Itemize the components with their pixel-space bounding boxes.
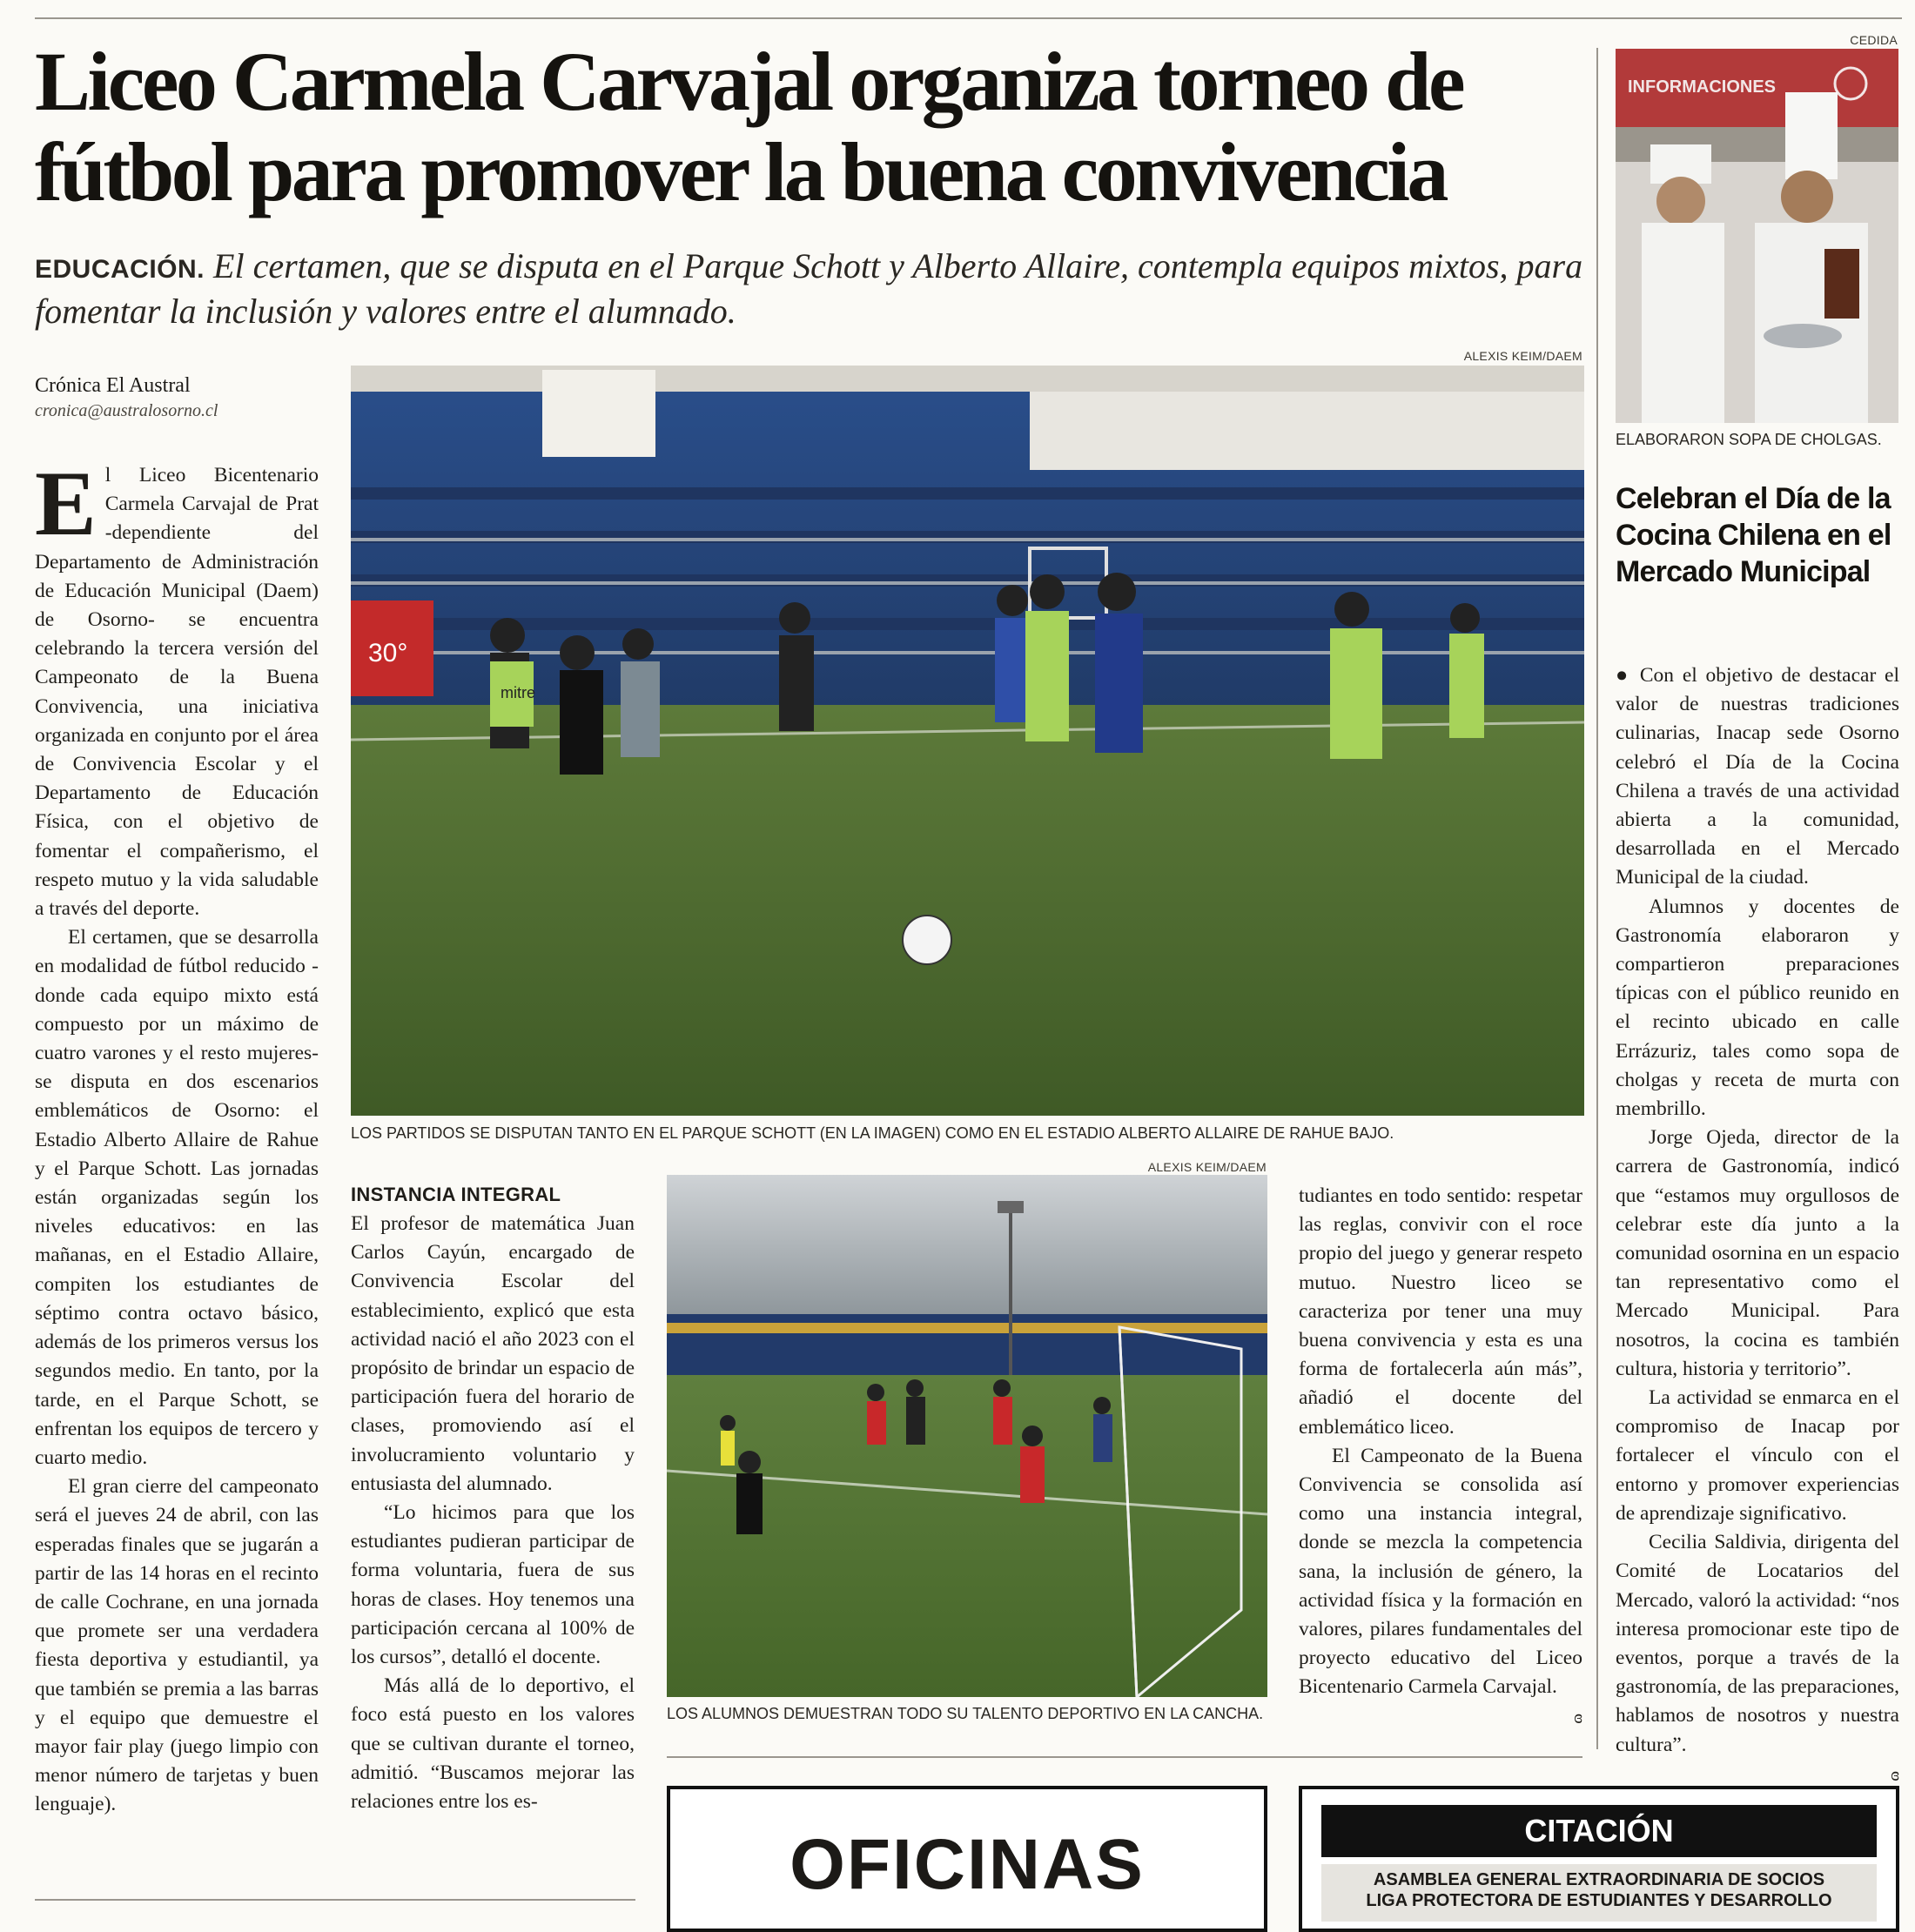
section-tag: EDUCACIÓN. xyxy=(35,255,205,284)
sidebar-paragraph-3: Jorge Ojeda, director de la carrera de Gastronomía, indicó que “estamos muy orgullosos de celebrar este día junto a la comunidad osornina en un espacio tan representativo como el Mercado Municipal. Para nosotros, la cocina es también cultura, historia y territorio”. xyxy=(1616,1126,1899,1380)
article-paragraph-6: Más allá de lo deportivo, el foco está puesto en los valores que se cultivan durante el torneo, admitió. “Buscamos mejorar las relaciones entre los es- xyxy=(351,1674,635,1814)
dropcap: E xyxy=(35,453,97,554)
article-column-1 xyxy=(35,453,319,1820)
article-column-2 xyxy=(351,1182,635,1816)
subhead: INSTANCIA INTEGRAL xyxy=(351,1184,561,1205)
ad-rule xyxy=(667,1756,1582,1758)
photo2-credit: ALEXIS KEIM/DAEM xyxy=(1147,1160,1267,1174)
photo2-caption: LOS ALUMNOS DEMUESTRAN TODO SU TALENTO DEPORTIVO EN LA CANCHA. xyxy=(667,1705,1264,1722)
jersey-text: mitre xyxy=(501,684,535,701)
subtitle-text: El certamen, que se disputa en el Parque Schott y Alberto Allaire, contempla equipos mixtos, para fomentar la inclusión y valores entre el alumnado. xyxy=(35,246,1583,331)
subtitle xyxy=(35,245,1584,332)
ad-citacion-title: CITACIÓN xyxy=(1321,1805,1877,1857)
sidebar-title: Celebran el Día de la Cocina Chilena en el Mercado Municipal xyxy=(1616,482,1891,588)
end-mark: ɞ xyxy=(1574,1705,1582,1727)
article-paragraph-7: tudiantes en todo sentido: respetar las reglas, convivir con el roce propio del juego y generar respeto mutuo. Nuestro liceo se caracteriza por tener una muy buena convivencia y esta es una forma de fortalecerla aún más”, añadió el docente del emblemático liceo. xyxy=(1299,1184,1582,1439)
photo1-credit: ALEXIS KEIM/DAEM xyxy=(1463,349,1582,363)
column-divider xyxy=(1596,48,1598,1749)
byline-email[interactable]: cronica@australosorno.cl xyxy=(35,401,218,420)
sidebar-column xyxy=(1616,661,1899,1788)
bottom-rule xyxy=(35,1899,635,1901)
ad-citacion-line1: ASAMBLEA GENERAL EXTRAORDINARIA DE SOCIOS xyxy=(1373,1870,1825,1889)
sidebar-paragraph-1: Con el objetivo de destacar el valor de nuestras tradiciones culinarias, Inacap sede Osorno celebró el Día de la Cocina Chilena a través de una actividad abierta a la comunidad, desarrollada en el Mercado Municipal de la ciudad. xyxy=(1616,664,1899,889)
article-column-3 xyxy=(1299,1182,1582,1731)
article-paragraph-8: El Campeonato de la Buena Convivencia se consolida así como una instancia integral, donde se mezcla la competencia sana, la inclusión de género, la actividad física y la formación en valores, pilares fundamentales del proyecto educativo del Liceo Bicentenario Carmela Carvajal. xyxy=(1299,1444,1582,1699)
ad-oficinas-text: OFICINAS xyxy=(790,1825,1145,1904)
article-paragraph-2: El certamen, que se desarrolla en modalidad de fútbol reducido -donde cada equipo mixto está compuesto por un máximo de cuatro varones y el resto mujeres- se disputa en dos escenarios emblemáticos de Osorno: el Estadio Alberto Allaire de Rahue y el Parque Schott. Las jornadas están organizadas según los niveles educativos: en las mañanas, en el Estadio Allaire, compiten los estudiantes de séptimo contra octavo básico, además de los primeros versus los segundos medio. En tanto, por la tarde, en el Parque Schott, se enfrentan los equipos de tercero y cuarto medio. xyxy=(35,926,319,1469)
bullet: ● xyxy=(1616,664,1632,687)
sidebar-photo-caption: ELABORARON SOPA DE CHOLGAS. xyxy=(1616,431,1882,448)
sidebar-photo-credit: CEDIDA xyxy=(1850,33,1898,47)
banner-text: 30° xyxy=(368,639,408,667)
top-rule xyxy=(35,17,1902,19)
article-paragraph-4: El profesor de matemática Juan Carlos Cayún, encargado de Convivencia Escolar del establecimiento, explicó que esta actividad nació el año 2023 con el propósito de brindar un espacio de participación fuera del horario de clases, promoviendo así el involucramiento voluntario y entusiasta del alumnado. xyxy=(351,1212,635,1495)
photo1-caption: LOS PARTIDOS SE DISPUTAN TANTO EN EL PARQUE SCHOTT (EN LA IMAGEN) COMO EN EL ESTADIO ALBERTO ALLAIRE DE RAHUE BAJO. xyxy=(351,1124,1394,1142)
photo-sign-text: INFORMACIONES xyxy=(1628,77,1776,97)
headline: Liceo Carmela Carvajal organiza torneo de fútbol para promover la buena convivencia xyxy=(35,35,1463,218)
article-paragraph-3: El gran cierre del campeonato será el jueves 24 de abril, con las esperadas finales que se jugarán a partir de las 14 horas en el recinto de calle Cochrane, en una jornada que promete ser una verdadera fiesta deportiva y estudiantil, ya que también se premia a las barras y el equipo que demuestre el mayor fair play (juego limpio con menor número de tarjetas y buen lenguaje). xyxy=(35,1475,319,1816)
byline xyxy=(35,372,313,423)
ad-citacion-line2: LIGA PROTECTORA DE ESTUDIANTES Y DESARROLLO xyxy=(1366,1891,1832,1910)
photo-stadium xyxy=(667,1175,1267,1697)
sidebar-paragraph-4: La actividad se enmarca en el compromiso de Inacap por fortalecer el vínculo con el entorno y promover experiencias de aprendizaje significativo. xyxy=(1616,1386,1899,1525)
byline-name: Crónica El Austral xyxy=(35,374,191,397)
photo-chefs xyxy=(1616,49,1898,423)
article-paragraph-5: “Lo hicimos para que los estudiantes pudieran participar de forma voluntaria, fuera de sus horas de clases. Hoy tenemos una participación cercana al 100% de los cursos”, detalló el docente. xyxy=(351,1501,635,1669)
sidebar-paragraph-2: Alumnos y docentes de Gastronomía elaboraron y compartieron preparaciones típicas con el público reunido en el recinto ubicado en calle Errázuriz, tales como sopa de cholgas y receta de murta con membrillo. xyxy=(1616,895,1899,1121)
ad-citacion-body xyxy=(1321,1864,1877,1922)
sidebar-end-mark: ɞ xyxy=(1891,1762,1899,1785)
ad-oficinas xyxy=(667,1786,1267,1932)
article-paragraph-1: l Liceo Bicentenario Carmela Carvajal de Prat -dependiente del Departamento de Administración de Educación Municipal (Daem) de Osorno- se encuentra celebrando la tercera versión del Campeonato de la Buena Convivencia, una iniciativa organizada en conjunto por el área de Convivencia Escolar y el Departamento de Educación Física, con el objetivo de fomentar el compañerismo, el respeto mutuo y la vida saludable a través del deporte. xyxy=(35,464,319,921)
photo-football-match xyxy=(351,366,1584,1116)
sidebar-paragraph-5: Cecilia Saldivia, dirigenta del Comité de Locatarios del Mercado, valoró la actividad: “nos interesa promocionar este tipo de eventos, porque a través de la gastronomía, de las preparaciones, hablamos de nosotros y nuestra cultura”. xyxy=(1616,1531,1899,1756)
ad-citacion xyxy=(1299,1786,1899,1932)
